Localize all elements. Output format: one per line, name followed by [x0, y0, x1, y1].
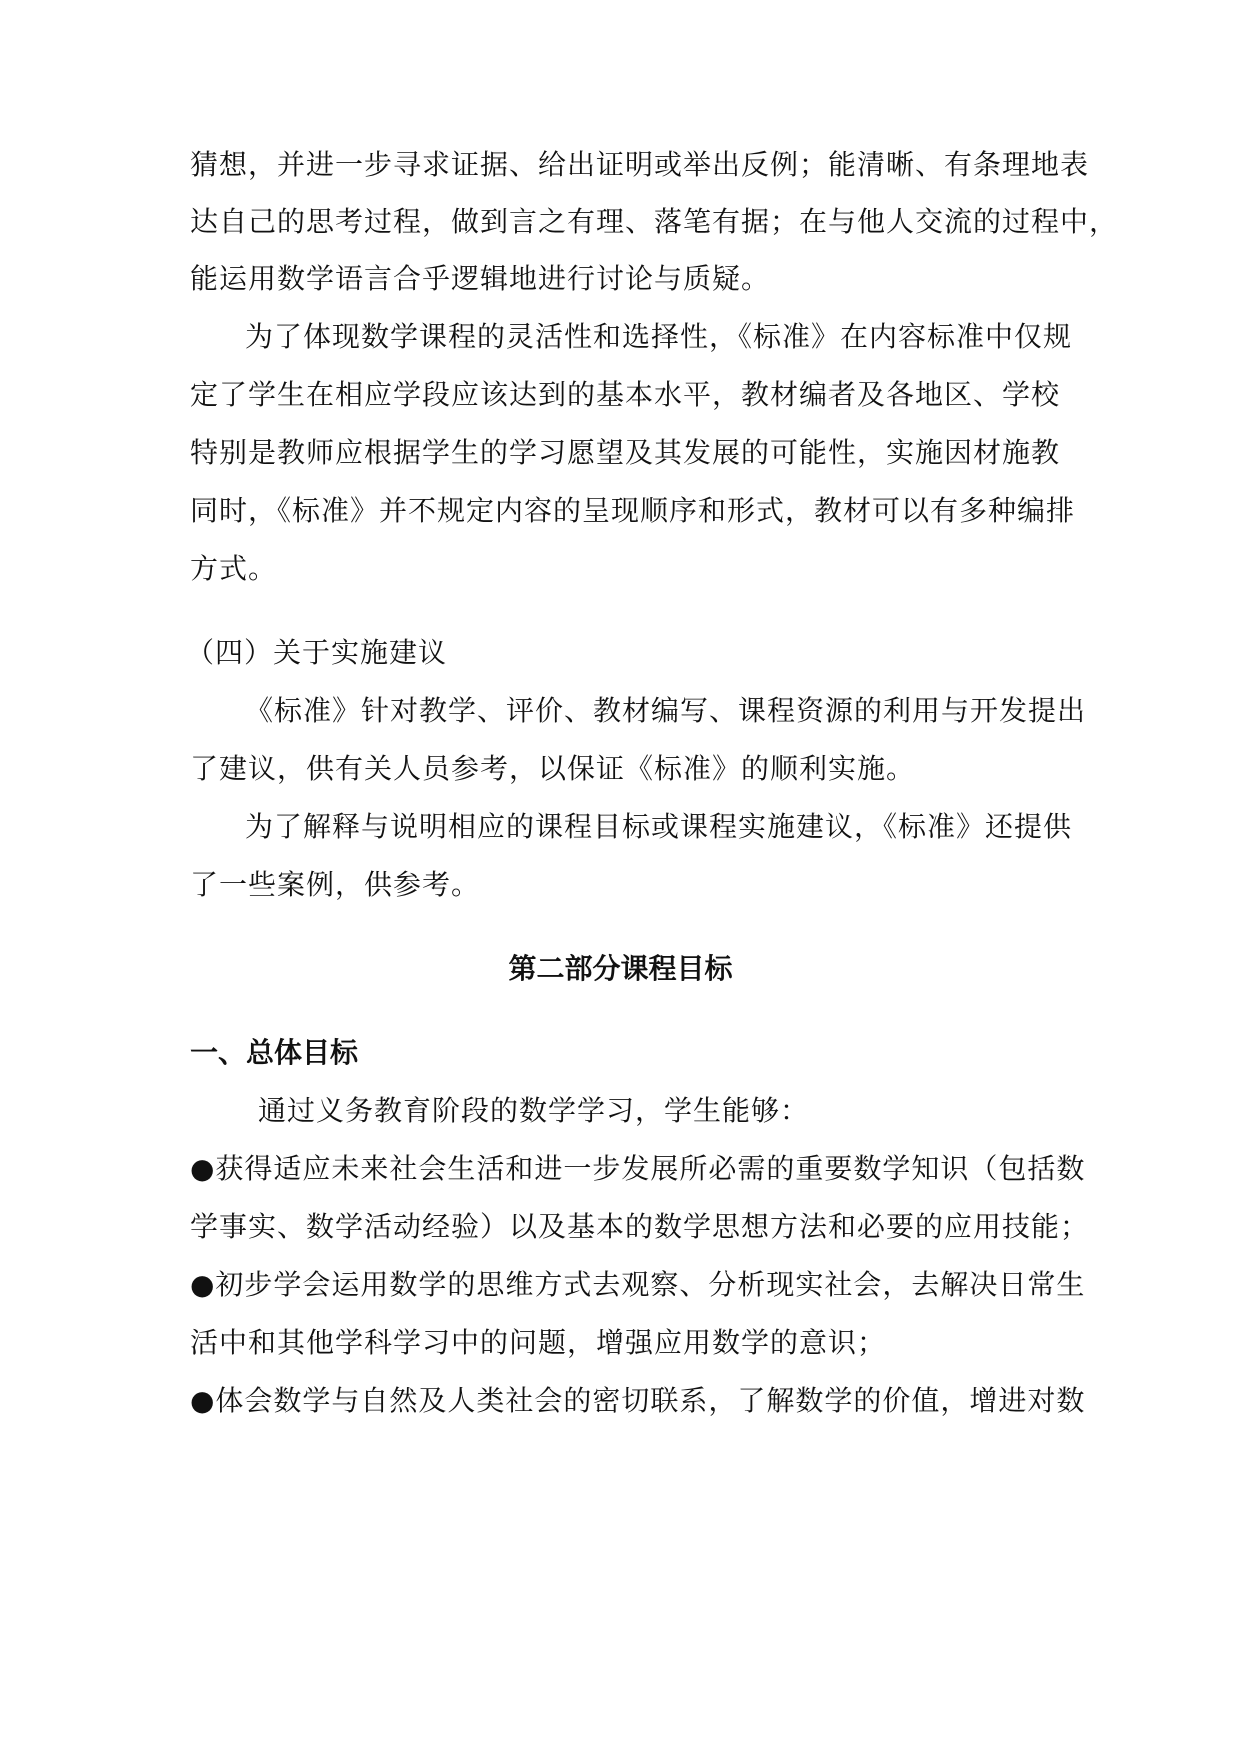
paragraph-line: 为了解释与说明相应的课程目标或课程实施建议，《标准》还提供	[245, 810, 1073, 843]
paragraph-line: 能运用数学语言合乎逻辑地进行讨论与质疑。	[190, 262, 771, 295]
bullet-line: 学事实、数学活动经验）以及基本的数学思想方法和必要的应用技能；	[190, 1210, 1090, 1243]
paragraph-line: 特别是教师应根据学生的学习愿望及其发展的可能性，实施因材施教	[190, 436, 1061, 469]
bullet-line: 活中和其他学科学习中的问题，增强应用数学的意识；	[190, 1326, 887, 1359]
part-title: 第二部分课程目标	[508, 952, 733, 985]
paragraph-line: 猜想，并进一步寻求证据、给出证明或举出反例；能清晰、有条理地表	[190, 148, 1090, 181]
paragraph-line: 同时，《标准》并不规定内容的呈现顺序和形式，教材可以有多种编排	[190, 494, 1076, 527]
paragraph-line: 方式。	[190, 552, 278, 585]
paragraph-line: 达自己的思考过程，做到言之有理、落笔有据；在与他人交流的过程中，	[190, 205, 1119, 238]
bullet-line: ●初步学会运用数学的思维方式去观察、分析现实社会，去解决日常生	[190, 1268, 1086, 1301]
bullet-line: ●体会数学与自然及人类社会的密切联系，了解数学的价值，增进对数	[190, 1384, 1086, 1417]
paragraph-line: 《标准》针对教学、评价、教材编写、课程资源的利用与开发提出	[245, 694, 1087, 727]
subsection-title: 一、总体目标	[190, 1036, 359, 1069]
paragraph-line: 了建议，供有关人员参考，以保证《标准》的顺利实施。	[190, 752, 916, 785]
paragraph-line: 为了体现数学课程的灵活性和选择性，《标准》在内容标准中仅规	[245, 320, 1073, 353]
bullet-line: ●获得适应未来社会生活和进一步发展所必需的重要数学知识（包括数	[190, 1152, 1086, 1185]
paragraph-line: 了一些案例，供参考。	[190, 868, 481, 901]
paragraph-line: 定了学生在相应学段应该达到的基本水平，教材编者及各地区、学校	[190, 378, 1061, 411]
intro-line: 通过义务教育阶段的数学学习，学生能够：	[258, 1094, 810, 1127]
section-heading: （四）关于实施建议	[186, 636, 448, 669]
